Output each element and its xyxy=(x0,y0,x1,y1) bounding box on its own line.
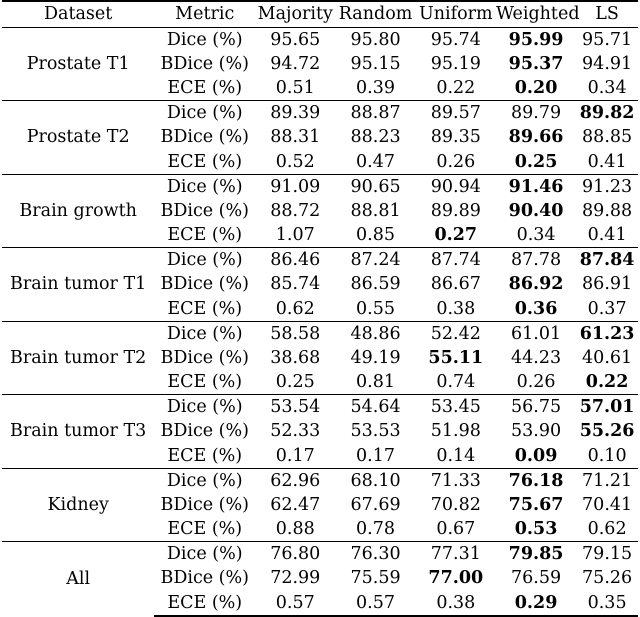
value-cell: 0.37 xyxy=(587,298,627,319)
metric-label: BDice (%) xyxy=(160,274,249,295)
value-cell: 95.15 xyxy=(350,53,401,74)
value-cell: 0.38 xyxy=(436,298,476,319)
results-table xyxy=(2,0,638,617)
value-cell: 87.84 xyxy=(576,248,638,273)
value-cell: 72.99 xyxy=(270,568,321,589)
dataset-label: Kidney xyxy=(2,468,154,542)
value-cell: 89.35 xyxy=(430,127,481,148)
value-cell: 53.53 xyxy=(350,421,401,442)
metric-label: Dice (%) xyxy=(154,395,255,420)
value-cell: 89.82 xyxy=(576,101,638,126)
value-cell: 77.00 xyxy=(428,568,484,589)
dataset-group xyxy=(2,101,638,175)
dataset-group xyxy=(2,395,638,469)
value-cell: 87.24 xyxy=(335,248,415,273)
column-header: Majority xyxy=(255,1,335,27)
value-cell: 95.65 xyxy=(270,29,321,50)
value-cell: 62.96 xyxy=(255,468,335,493)
value-cell: 52.42 xyxy=(416,321,496,346)
value-cell: 1.07 xyxy=(275,225,315,245)
value-cell: 87.74 xyxy=(416,248,496,273)
value-cell: 0.47 xyxy=(356,151,396,172)
value-cell: 91.09 xyxy=(255,174,335,199)
value-cell: 0.41 xyxy=(587,151,627,172)
value-cell: 0.67 xyxy=(436,519,476,539)
value-cell: 0.29 xyxy=(496,591,576,616)
metric-label: Dice (%) xyxy=(154,468,255,493)
value-cell: 53.54 xyxy=(255,395,335,420)
value-cell: 44.23 xyxy=(511,347,562,368)
value-cell: 58.58 xyxy=(255,321,335,346)
value-cell: 55.11 xyxy=(428,347,484,368)
metric-label: ECE (%) xyxy=(167,151,243,172)
dataset-label: Prostate T2 xyxy=(2,101,154,175)
value-cell: 95.71 xyxy=(582,29,633,50)
value-cell: 0.88 xyxy=(275,519,315,539)
value-cell: 88.72 xyxy=(270,200,321,221)
value-cell: 0.25 xyxy=(514,151,558,172)
column-header: Weighted xyxy=(496,1,576,27)
value-cell: 52.33 xyxy=(270,421,321,442)
value-cell: 0.35 xyxy=(576,591,638,616)
value-cell: 49.19 xyxy=(350,347,401,368)
value-cell: 53.90 xyxy=(511,421,562,442)
value-cell: 95.19 xyxy=(430,53,481,74)
value-cell: 0.22 xyxy=(585,372,629,392)
column-header: Random xyxy=(335,1,415,27)
value-cell: 86.59 xyxy=(350,274,401,295)
value-cell: 86.46 xyxy=(255,248,335,273)
value-cell: 86.92 xyxy=(508,274,564,295)
value-cell: 0.34 xyxy=(516,225,556,245)
value-cell: 86.67 xyxy=(430,274,481,295)
value-cell: 61.23 xyxy=(576,321,638,346)
value-cell: 89.39 xyxy=(255,101,335,126)
value-cell: 85.74 xyxy=(270,274,321,295)
metric-label: BDice (%) xyxy=(160,421,249,442)
value-cell: 94.72 xyxy=(270,53,321,74)
value-cell: 62.47 xyxy=(270,494,321,515)
value-cell: 0.09 xyxy=(514,445,558,466)
value-cell: 88.31 xyxy=(270,127,321,148)
dataset-group xyxy=(2,468,638,542)
metric-label: Dice (%) xyxy=(154,101,255,126)
value-cell: 48.86 xyxy=(335,321,415,346)
value-cell: 89.79 xyxy=(496,101,576,126)
metric-label: Dice (%) xyxy=(154,321,255,346)
value-cell: 0.53 xyxy=(514,519,558,539)
value-cell: 86.91 xyxy=(582,274,633,295)
metric-label: BDice (%) xyxy=(160,200,249,221)
value-cell: 89.88 xyxy=(582,200,633,221)
value-cell: 38.68 xyxy=(270,347,321,368)
value-cell: 0.52 xyxy=(275,151,315,172)
dataset-group xyxy=(2,27,638,101)
value-cell: 0.20 xyxy=(514,78,558,98)
value-cell: 88.85 xyxy=(582,127,633,148)
value-cell: 0.85 xyxy=(356,225,396,245)
metric-label: ECE (%) xyxy=(167,298,243,319)
dataset-group xyxy=(2,321,638,395)
metric-label: ECE (%) xyxy=(167,225,243,245)
value-cell: 0.81 xyxy=(356,372,396,392)
value-cell: 0.26 xyxy=(516,372,556,392)
value-cell: 57.01 xyxy=(576,395,638,420)
table-row xyxy=(2,101,638,126)
value-cell: 88.87 xyxy=(335,101,415,126)
value-cell: 40.61 xyxy=(582,347,633,368)
metric-label: ECE (%) xyxy=(167,372,243,392)
value-cell: 88.81 xyxy=(350,200,401,221)
column-header: Dataset xyxy=(2,1,154,27)
value-cell: 77.31 xyxy=(416,542,496,567)
value-cell: 54.64 xyxy=(335,395,415,420)
value-cell: 0.62 xyxy=(275,298,315,319)
value-cell: 94.91 xyxy=(582,53,633,74)
dataset-label: Prostate T1 xyxy=(26,53,130,74)
value-cell: 75.59 xyxy=(350,568,401,589)
value-cell: 87.78 xyxy=(496,248,576,273)
dataset-label: Brain tumor T1 xyxy=(2,248,154,322)
value-cell: 91.23 xyxy=(576,174,638,199)
table-row xyxy=(2,174,638,199)
value-cell: 0.34 xyxy=(587,78,627,98)
value-cell: 0.17 xyxy=(275,445,315,466)
value-cell: 0.26 xyxy=(436,151,476,172)
value-cell: 53.45 xyxy=(416,395,496,420)
metric-label: Dice (%) xyxy=(154,542,255,567)
dataset-group xyxy=(2,248,638,322)
value-cell: 79.85 xyxy=(496,542,576,567)
value-cell: 0.27 xyxy=(434,225,478,245)
value-cell: 89.66 xyxy=(508,127,564,148)
metric-label: BDice (%) xyxy=(160,127,249,148)
metric-label: BDice (%) xyxy=(160,53,249,74)
dataset-label: Brain tumor T2 xyxy=(2,321,154,395)
value-cell: 76.30 xyxy=(335,542,415,567)
table-row xyxy=(2,542,638,567)
value-cell: 89.89 xyxy=(430,200,481,221)
value-cell: 71.21 xyxy=(576,468,638,493)
column-header: Uniform xyxy=(416,1,496,27)
value-cell: 0.57 xyxy=(255,591,335,616)
value-cell: 67.69 xyxy=(350,494,401,515)
value-cell: 79.15 xyxy=(576,542,638,567)
value-cell: 0.36 xyxy=(514,298,558,319)
value-cell: 51.98 xyxy=(430,421,481,442)
value-cell: 56.75 xyxy=(496,395,576,420)
value-cell: 95.37 xyxy=(508,53,564,74)
table-row xyxy=(2,321,638,346)
value-cell: 71.33 xyxy=(416,468,496,493)
value-cell: 95.74 xyxy=(430,29,481,50)
table-header xyxy=(2,1,638,27)
value-cell: 0.10 xyxy=(587,445,627,466)
value-cell: 90.65 xyxy=(335,174,415,199)
value-cell: 95.80 xyxy=(350,29,401,50)
metric-label: Dice (%) xyxy=(154,174,255,199)
table-row xyxy=(2,27,638,52)
metric-label: BDice (%) xyxy=(160,568,249,589)
value-cell: 0.55 xyxy=(356,298,396,319)
dataset-group xyxy=(2,174,638,248)
value-cell: 91.46 xyxy=(496,174,576,199)
value-cell: 89.57 xyxy=(416,101,496,126)
value-cell: 0.39 xyxy=(356,78,396,98)
metric-label: ECE (%) xyxy=(167,445,243,466)
value-cell: 68.10 xyxy=(335,468,415,493)
table-row xyxy=(2,248,638,273)
value-cell: 0.41 xyxy=(587,225,627,245)
column-header: Metric xyxy=(154,1,255,27)
value-cell: 55.26 xyxy=(579,421,635,442)
value-cell: 0.22 xyxy=(436,78,476,98)
value-cell: 90.40 xyxy=(508,200,564,221)
value-cell: 0.17 xyxy=(356,445,396,466)
value-cell: 90.94 xyxy=(416,174,496,199)
value-cell: 95.99 xyxy=(508,29,564,50)
value-cell: 76.59 xyxy=(511,568,562,589)
value-cell: 0.78 xyxy=(356,519,396,539)
value-cell: 0.25 xyxy=(275,372,315,392)
value-cell: 75.26 xyxy=(582,568,633,589)
table-row xyxy=(2,395,638,420)
value-cell: 61.01 xyxy=(496,321,576,346)
value-cell: 76.80 xyxy=(255,542,335,567)
metric-label: ECE (%) xyxy=(154,591,255,616)
column-header: LS xyxy=(576,1,638,27)
dataset-label: Brain tumor T3 xyxy=(2,395,154,469)
dataset-label: All xyxy=(2,542,154,616)
header-row xyxy=(2,1,638,27)
value-cell: 70.41 xyxy=(582,494,633,515)
value-cell: 70.82 xyxy=(430,494,481,515)
value-cell: 0.14 xyxy=(436,445,476,466)
value-cell: 76.18 xyxy=(496,468,576,493)
metric-label: ECE (%) xyxy=(167,519,243,539)
dataset-label: Brain growth xyxy=(2,174,154,248)
metric-label: Dice (%) xyxy=(166,29,243,50)
value-cell: 75.67 xyxy=(508,494,564,515)
value-cell: 0.74 xyxy=(436,372,476,392)
metric-label: Dice (%) xyxy=(154,248,255,273)
value-cell: 0.38 xyxy=(416,591,496,616)
table-row xyxy=(2,468,638,493)
metric-label: BDice (%) xyxy=(160,347,249,368)
value-cell: 0.57 xyxy=(335,591,415,616)
value-cell: 0.51 xyxy=(275,78,315,98)
value-cell: 0.62 xyxy=(587,519,627,539)
metric-label: ECE (%) xyxy=(167,78,243,98)
dataset-group xyxy=(2,542,638,616)
metric-label: BDice (%) xyxy=(160,494,249,515)
value-cell: 88.23 xyxy=(350,127,401,148)
